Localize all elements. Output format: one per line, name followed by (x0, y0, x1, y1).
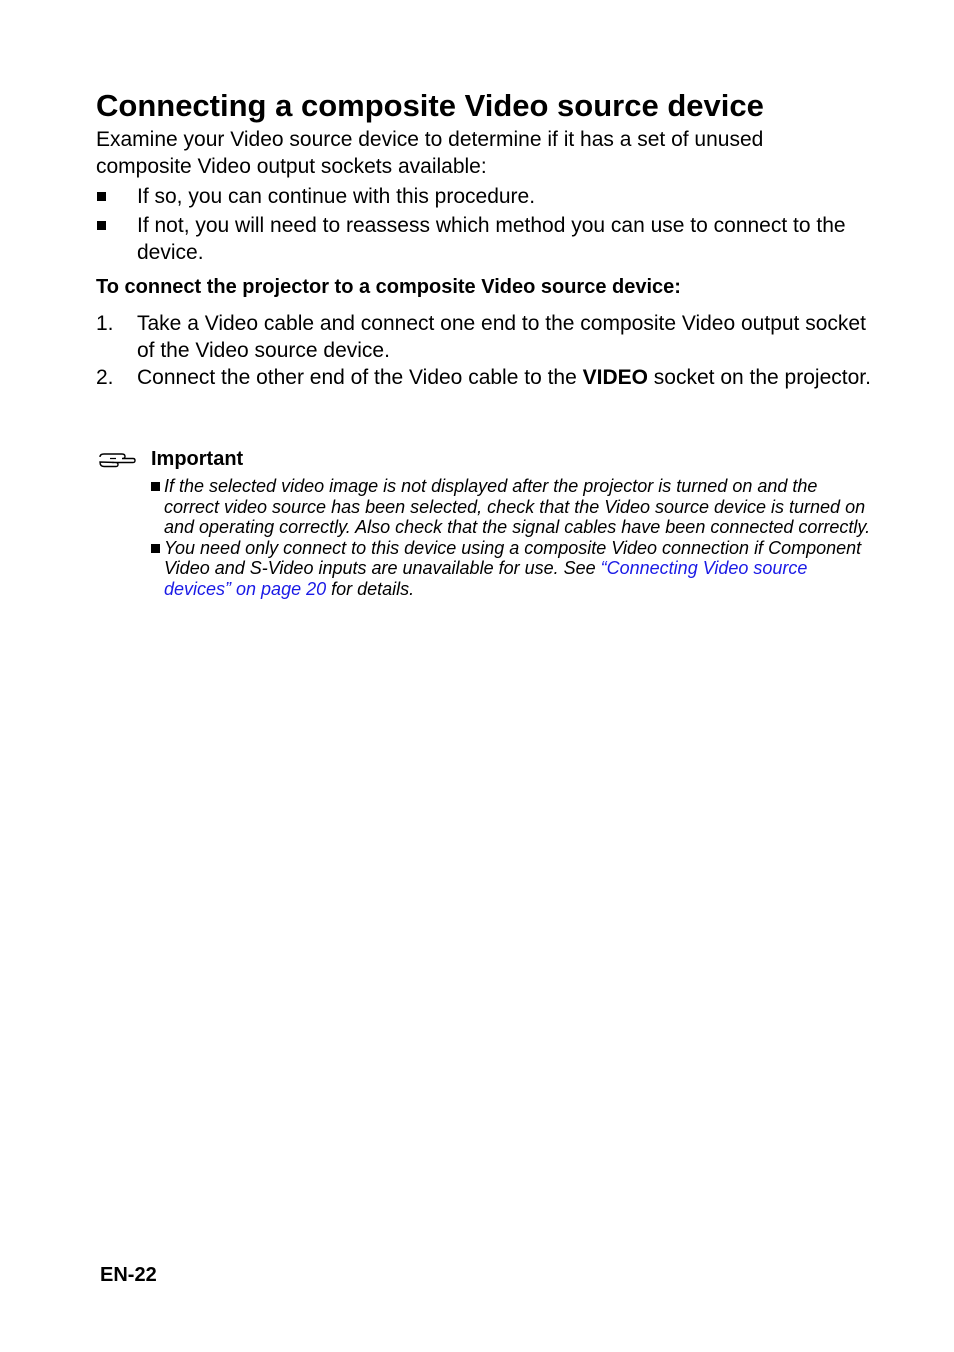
step-text: Take a Video cable and connect one end to the composite Video output socket of the Video source device. (137, 312, 866, 362)
condition-list (96, 183, 876, 268)
list-item: If the selected video image is not displayed after the projector is turned on and the correct video source has been selected, check that the Video source device is turned on and operating correctly. Also check that the signal cables have been connected correctly. (151, 476, 871, 538)
step-text: Connect the other end of the Video cable to the VIDEO socket on the projector. (137, 366, 871, 389)
square-bullet-icon (97, 192, 106, 201)
page-title: Connecting a composite Video source device (96, 88, 764, 123)
step-number: 1. (96, 312, 114, 335)
procedure-heading: To connect the projector to a composite Video source device: (96, 276, 681, 298)
square-bullet-icon (151, 544, 160, 553)
pointing-hand-icon (98, 450, 136, 470)
procedure-steps (96, 310, 876, 391)
list-item: You need only connect to this device using a composite Video connection if Component Video and S-Video inputs are unavailable for use. See “Connecting Video source devices” on page 20 for details. (151, 538, 871, 600)
step-number: 2. (96, 366, 114, 389)
socket-name: VIDEO (582, 366, 648, 389)
step-item (96, 364, 876, 391)
intro-paragraph: Examine your Video source device to determine if it has a set of unused composite Video output sockets available: (96, 128, 764, 178)
square-bullet-icon (97, 221, 106, 230)
page-number: EN-22 (100, 1264, 157, 1286)
step-item (96, 310, 876, 364)
list-item: If not, you will need to reassess which method you can use to connect to the device. (96, 212, 876, 266)
square-bullet-icon (151, 482, 160, 491)
cross-reference-link[interactable]: “Connecting Video source devices” on page 20 (164, 558, 808, 599)
list-item: If so, you can continue with this procedure. (96, 183, 876, 210)
note-label: Important (151, 448, 244, 470)
note-list (151, 476, 871, 599)
